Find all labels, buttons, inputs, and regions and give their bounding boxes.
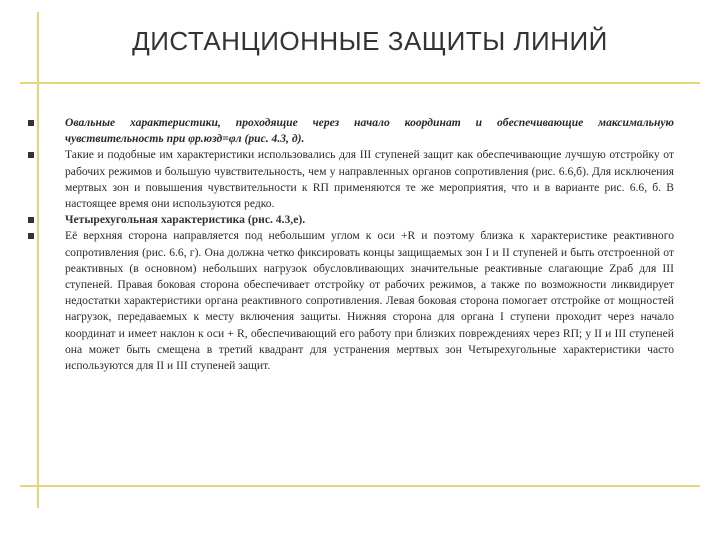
bullet-marker bbox=[28, 120, 34, 126]
bullet-text: Такие и подобные им характеристики использовались для III ступеней защит как обеспечивающие лучшую отстройку от рабочих режимов и большую чувствительность, чем у направленных органов сопротивления (рис. 6.6,б). Для исключения мертвых зон и повышения чувствительности к RП применяются те же мероприятия, что и в варианте рис. 6.6, б. В настоящее время они используются редко. bbox=[65, 148, 674, 211]
bullet-text: Её верхняя сторона направляется под небольшим углом к оси +R и поэтому близка к характеристике реактивного сопротивления (рис. 6.6, г). Она должна четко фиксировать концы защищаемых зон I и II ступеней и быть отстроенной от реактивных (в основном) небольших нагрузок обусловливающих значительные реактивные слагающие Zраб для III ступеней. Правая боковая сторона обеспечивает отстройку от рабочих режимов, а также по возможности ликвидирует недостатки характеристики органа реактивного сопротивления. Левая боковая сторона помогает отстройке от мощностей нагрузок, передаваемых к месту включения защиты. Нижняя сторона для органа I ступени проходит через начало координат и имеет наклон к оси + R, обеспечивающий его работу при близких повреждениях через RП; у II и III ступеней она может быть смещена в третий квадрант для устранения мертвых зон Четырехугольные характеристики часто используются для II и III ступеней защит. bbox=[65, 229, 674, 373]
title-underline bbox=[20, 82, 700, 84]
bullet-item bbox=[28, 228, 674, 374]
bullet-item bbox=[28, 147, 674, 212]
slide-title: ДИСТАНЦИОННЫЕ ЗАЩИТЫ ЛИНИЙ bbox=[132, 26, 608, 56]
bullet-text: Овальные характеристики, проходящие через начало координат и обеспечивающие максимальную чувствительность при φр.юзд=φл (рис. 4.3, д). bbox=[65, 116, 674, 146]
footer-rule bbox=[20, 485, 700, 487]
bullet-marker bbox=[28, 233, 34, 239]
bullet-marker bbox=[28, 217, 34, 223]
bullet-list bbox=[28, 115, 674, 374]
bullet-marker bbox=[28, 152, 34, 158]
bullet-text: Четырехугольная характеристика (рис. 4.3,е). bbox=[65, 213, 306, 227]
bullet-item bbox=[28, 115, 674, 147]
bullet-item bbox=[28, 212, 674, 228]
